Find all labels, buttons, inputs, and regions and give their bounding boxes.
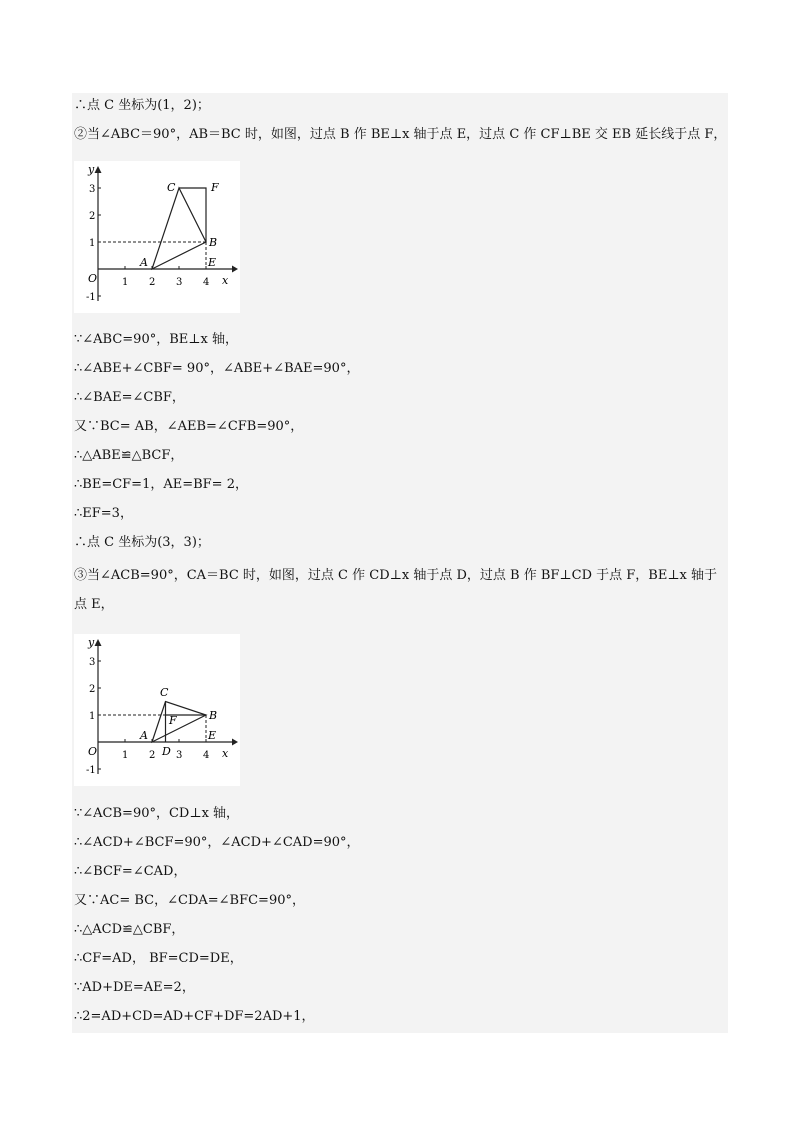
y-axis-arrow	[95, 639, 102, 646]
text-line: ∴点 C 坐标为(3，3)；	[74, 535, 210, 550]
figure-2-graph	[74, 634, 240, 786]
point-label-b: B	[209, 236, 218, 249]
text-line: ∵∠ABC=90°，BE⊥x 轴，	[74, 332, 238, 347]
solution-content	[72, 93, 728, 1033]
y-tick-label: 1	[89, 238, 96, 249]
text-line: ∴2=AD+CD=AD+CF+DF=2AD+1，	[74, 1009, 315, 1024]
x-tick-label: 1	[122, 277, 129, 288]
text-line: ∴∠ABE+∠CBF= 90°，∠ABE+∠BAE=90°，	[74, 361, 360, 376]
text-line: ②当∠ABC＝90°，AB＝BC 时，如图，过点 B 作 BE⊥x 轴于点 E，过点 C 作 CF⊥BE 交 EB 延长线于点 F，	[74, 127, 727, 142]
point-label-c: C	[160, 686, 169, 699]
text-line: ∴CF=AD， BF=CD=DE，	[74, 951, 243, 966]
text-line: 又∵BC= AB，∠AEB=∠CFB=90°，	[74, 419, 304, 434]
text-line: ∴△ACD≌△CBF，	[74, 922, 185, 937]
figure-1	[74, 161, 240, 313]
y-tick-label: 1	[89, 711, 96, 722]
origin-label: O	[88, 745, 98, 758]
x-tick-label: 4	[203, 750, 210, 761]
x-axis-arrow	[232, 739, 238, 746]
text-line: ∵∠ACB=90°，CD⊥x 轴，	[74, 806, 240, 821]
x-axis-arrow	[232, 266, 238, 273]
point-label-e: E	[208, 256, 217, 269]
point-label-a: A	[140, 256, 148, 269]
text-line: ∴∠BAE=∠CBF，	[74, 390, 185, 405]
x-tick-label: 1	[122, 750, 129, 761]
x-tick-label: 3	[176, 750, 183, 761]
y-tick-label: -1	[86, 765, 96, 776]
y-axis-label: y	[88, 636, 95, 649]
y-axis-arrow	[95, 166, 102, 173]
point-label-d: D	[162, 745, 171, 758]
y-tick-label: 2	[89, 684, 96, 695]
point-label-c: C	[167, 181, 176, 194]
x-tick-label: 3	[176, 277, 183, 288]
y-axis-label: y	[88, 163, 95, 176]
text-line: ∴EF=3，	[74, 506, 133, 521]
y-tick-label: 2	[89, 211, 96, 222]
text-line: ③当∠ACB=90°，CA＝BC 时，如图，过点 C 作 CD⊥x 轴于点 D，过点 B 作 BF⊥CD 于点 F，BE⊥x 轴于	[74, 568, 718, 583]
text-line: ∴△ABE≌△BCF，	[74, 448, 184, 463]
origin-label: O	[88, 272, 98, 285]
x-axis-label: x	[222, 274, 229, 287]
text-line: ∴点 C 坐标为(1，2)；	[74, 98, 210, 113]
figure-2	[74, 634, 240, 786]
point-label-b: B	[209, 709, 218, 722]
point-label-f: F	[169, 714, 177, 727]
x-axis-label: x	[222, 747, 229, 760]
x-tick-label: 2	[149, 277, 156, 288]
triangle-abc	[152, 188, 206, 269]
text-line: 点 E，	[74, 597, 114, 612]
text-line: ∴BE=CF=1，AE=BF= 2，	[74, 477, 248, 492]
y-tick-label: -1	[86, 292, 96, 303]
text-line: ∵AD+DE=AE=2，	[74, 980, 195, 995]
text-line: ∴∠ACD+∠BCF=90°，∠ACD+∠CAD=90°，	[74, 835, 360, 850]
point-label-f: F	[211, 181, 219, 194]
text-line: ∴∠BCF=∠CAD，	[74, 864, 187, 879]
y-tick-label: 3	[89, 657, 96, 668]
point-label-e: E	[208, 729, 217, 742]
figure-1-graph	[74, 161, 240, 313]
x-tick-label: 4	[203, 277, 210, 288]
text-line: 又∵AC= BC，∠CDA=∠BFC=90°，	[74, 893, 305, 908]
triangle-acb	[152, 702, 206, 743]
y-tick-label: 3	[89, 184, 96, 195]
point-label-a: A	[140, 729, 148, 742]
x-tick-label: 2	[149, 750, 156, 761]
